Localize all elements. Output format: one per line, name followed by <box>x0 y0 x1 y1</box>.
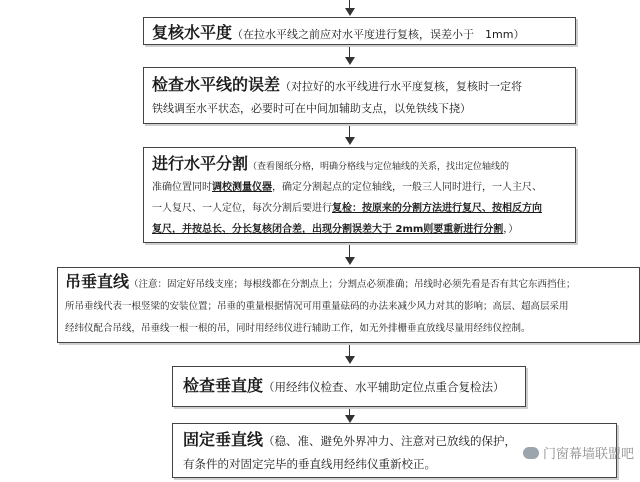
step-text-line2c: ，确定分割起点的定位轴线，一般三人同时进行，一人主尺、 <box>272 182 542 193</box>
step-text-line3a: 一人复尺、一人定位，每次分割后要进行 <box>152 203 332 214</box>
step-text-line2: 有条件的对固定完毕的垂直线用经纬仪重新校正。 <box>183 457 436 471</box>
recheck-emphasis: 复检：按原来的分割方法进行复尺、按相反方向 <box>332 203 542 214</box>
arrow-1 <box>345 8 355 16</box>
step-title: 吊垂直线 <box>65 272 130 291</box>
step-horizontal-division <box>143 147 576 243</box>
watermark-text: 门窗幕墙联盟吧 <box>542 447 634 462</box>
closure-error-emphasis: 复尺，并按总长、分长复核闭合差，出现分割误差大于 2mm则要重新进行分割 <box>152 224 504 235</box>
step-text-line1: （对拉好的水平线进行水平度复核，复核时一定将 <box>280 80 523 93</box>
arrow-6 <box>345 415 355 423</box>
arrow-4 <box>345 257 355 265</box>
step-title: 进行水平分割 <box>152 154 249 173</box>
step-title: 复核水平度 <box>152 23 233 42</box>
step-text-line2: 所吊垂线代表一根竖梁的安装位置；吊垂的重量根据情况可用重量砝码的办法来减少风力对其的影响；高层、超高层采用 <box>65 301 569 312</box>
step-text-line3: 经纬仪配合吊线，吊垂线一根一根的吊，同时用经纬仪进行辅助工作，如无外排栅垂直放线尽量用经纬仪控制。 <box>65 323 531 334</box>
step-text-line1: （查看图纸分格，明确分格线与定位轴线的关系，找出定位轴线的 <box>248 162 510 172</box>
step-title: 检查水平线的误差 <box>152 75 281 94</box>
wechat-icon <box>523 447 539 459</box>
arrow-2 <box>345 57 355 65</box>
step-text-line1: （稳、准、避免外界冲力、注意对已放线的保护， <box>263 434 517 448</box>
step-title: 固定垂直线 <box>183 430 264 449</box>
step-title: 检查垂直度 <box>183 376 264 395</box>
step-verify-levelness <box>143 17 576 45</box>
step-text-line4b: ，） <box>503 224 519 235</box>
calibrate-instrument-emphasis: 调校测量仪器 <box>212 182 272 193</box>
step-plumb-line <box>57 267 640 343</box>
step-check-verticality <box>172 366 526 407</box>
arrow-5 <box>345 356 355 364</box>
watermark <box>523 443 634 462</box>
step-check-horizontal-error <box>143 67 576 124</box>
step-text-line2: 铁线调至水平状态，必要时可在中间加辅助支点，以免铁线下挠） <box>152 102 471 115</box>
step-text-line1: （注意：固定好吊线支座；每根线都在分割点上；分割点必须准确；吊线时必须先看是否有其它东西挡住； <box>129 279 576 290</box>
step-text-line2a: 准确位置同时 <box>152 182 212 193</box>
step-text: （用经纬仪检查、水平辅助定位点重合复检法） <box>263 380 505 394</box>
step-text: （在拉水平线之前应对水平度进行复核，误差小于 1mm） <box>232 28 525 41</box>
arrow-3 <box>345 137 355 145</box>
